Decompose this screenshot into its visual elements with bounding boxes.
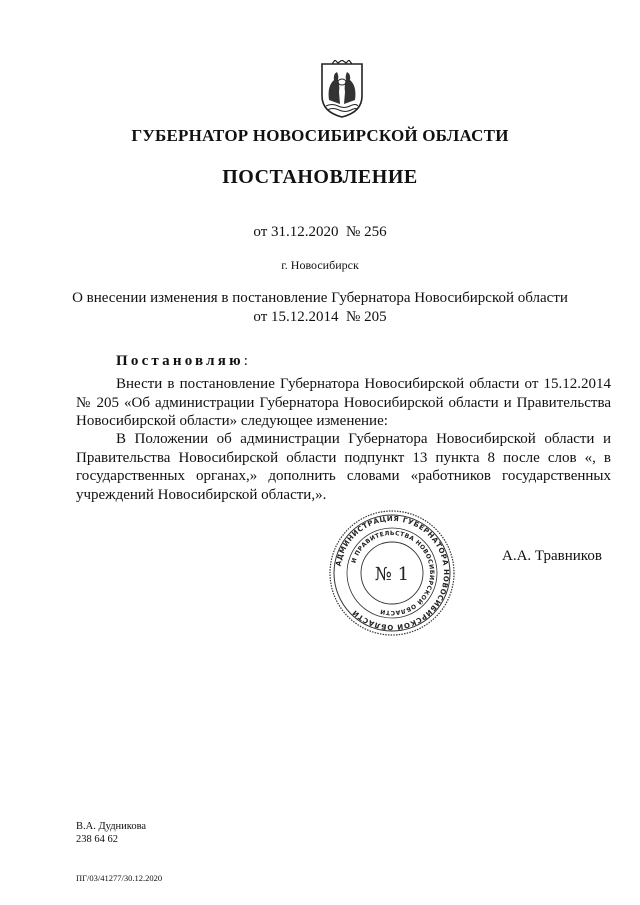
seal-inner-text: И ПРАВИТЕЛЬСТВА НОВОСИБИРСКОЙ ОБЛАСТИ — [350, 529, 436, 617]
city: г. Новосибирск — [281, 258, 359, 272]
resolve-word: Постановляю — [116, 353, 244, 369]
resolve-colon: : — [243, 353, 248, 369]
document-type: ПОСТАНОВЛЕНИЕ — [222, 166, 418, 188]
paragraph-1: Внести в постановление Губернатора Новосибирской области от 15.12.2014 № 205 «Об администрации Губернатора Новосибирской области и Правительства Новосибирской области» следующее изменение: — [76, 376, 611, 429]
document-id: ПГ/03/41277/30.12.2020 — [76, 873, 163, 883]
executor-name: В.А. Дудникова — [76, 821, 147, 832]
paragraph-2: В Положении об администрации Губернатора Новосибирской области и Правительства Новосибирской области подпункт 13 пункта 8 после слов «, в государственных органах,» дополнить словами «работников государственных учреждений Новосибирской области,». — [76, 431, 611, 503]
official-seal — [327, 508, 457, 638]
resolve-heading — [116, 353, 248, 370]
subject-line-2: от 15.12.2014 № 205 — [253, 309, 387, 325]
seal-outer-text: АДМИНИСТРАЦИЯ ГУБЕРНАТОРА НОВОСИБИРСКОЙ ОБЛАСТИ — [334, 514, 451, 632]
executor-phone: 238 64 62 — [76, 834, 118, 845]
document-subject — [0, 289, 640, 327]
coat-of-arms-icon — [318, 60, 366, 120]
executor-info — [76, 820, 146, 846]
signer-name: А.А. Травников — [502, 548, 602, 564]
date-and-number: от 31.12.2020 № 256 — [253, 224, 387, 240]
seal-number: № 1 — [374, 564, 410, 585]
subject-line-1: О внесении изменения в постановление Губернатора Новосибирской области — [72, 290, 568, 306]
issuing-authority: ГУБЕРНАТОР НОВОСИБИРСКОЙ ОБЛАСТИ — [131, 126, 509, 145]
